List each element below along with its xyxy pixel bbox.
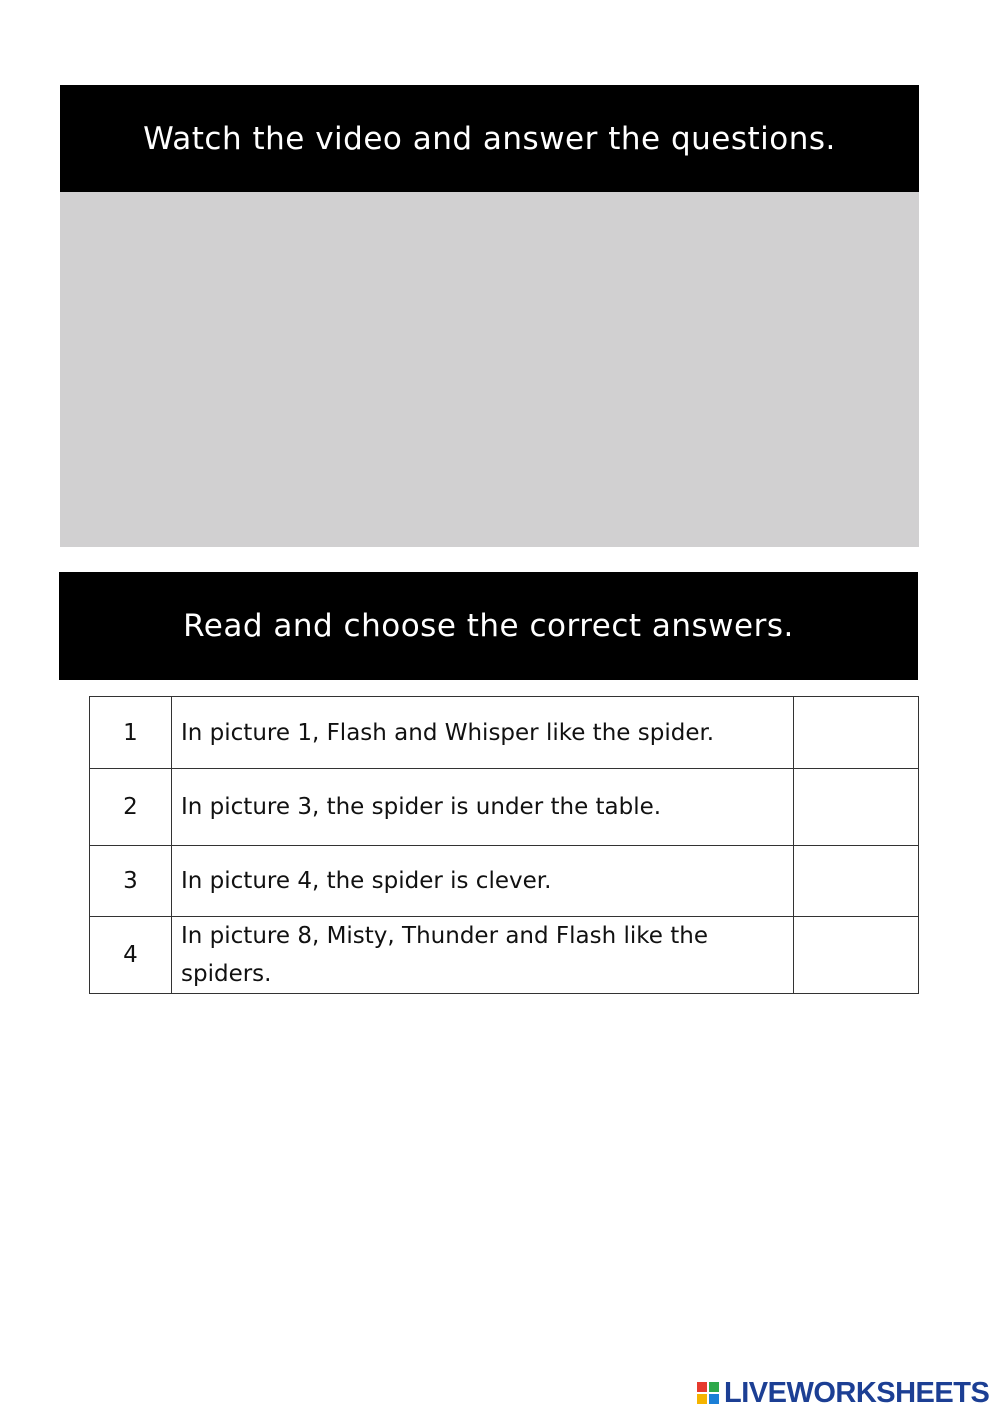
question-number: 2 <box>90 769 172 846</box>
table-row <box>90 769 919 846</box>
read-choose-heading <box>59 572 918 680</box>
liveworksheets-logo[interactable] <box>697 1377 989 1409</box>
answer-dropdown[interactable] <box>794 917 919 994</box>
video-placeholder[interactable] <box>60 192 919 547</box>
logo-square <box>697 1394 707 1404</box>
question-text: In picture 4, the spider is clever. <box>172 846 794 917</box>
logo-square <box>709 1382 719 1392</box>
question-number: 3 <box>90 846 172 917</box>
answer-dropdown[interactable] <box>794 846 919 917</box>
read-choose-heading-text: Read and choose the correct answers. <box>183 608 794 644</box>
table-row <box>90 697 919 769</box>
question-text: In picture 3, the spider is under the table. <box>172 769 794 846</box>
watch-video-heading-text: Watch the video and answer the questions. <box>143 120 836 157</box>
logo-text: LIVEWORKSHEETS <box>724 1376 990 1409</box>
question-text: In picture 1, Flash and Whisper like the spider. <box>172 697 794 769</box>
answer-dropdown[interactable] <box>794 769 919 846</box>
questions-table <box>89 696 919 994</box>
question-text: In picture 8, Misty, Thunder and Flash like the spiders. <box>172 917 794 994</box>
answer-dropdown[interactable] <box>794 697 919 769</box>
table-row <box>90 846 919 917</box>
question-number: 1 <box>90 697 172 769</box>
liveworksheets-logo-icon <box>697 1382 719 1404</box>
logo-square <box>709 1394 719 1404</box>
watch-video-heading <box>60 85 919 192</box>
question-number: 4 <box>90 917 172 994</box>
logo-square <box>697 1382 707 1392</box>
table-row <box>90 917 919 994</box>
